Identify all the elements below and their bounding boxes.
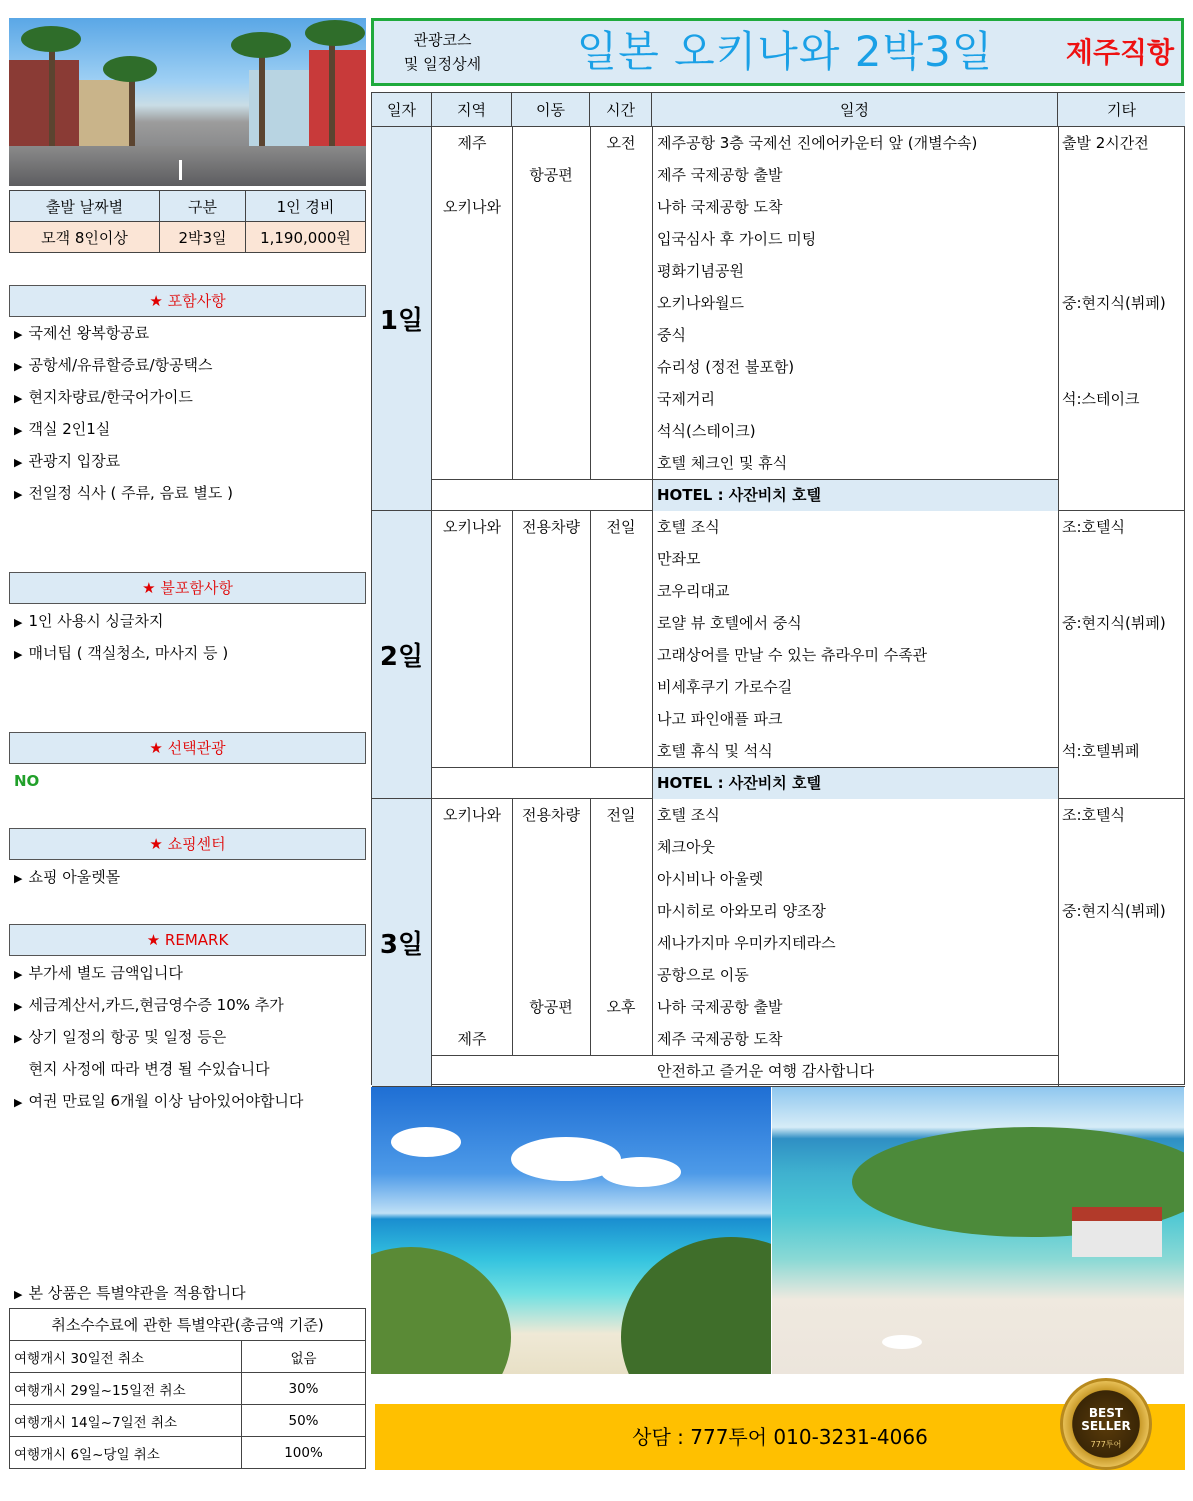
- list-item-text: 현지 사정에 따라 변경 될 수있습니다: [28, 1060, 270, 1078]
- itinerary-item: 공항으로 이동: [657, 966, 749, 984]
- column-divider: [652, 511, 653, 767]
- list-item-text: 여권 만료일 6개월 이상 남아있어야합니다: [28, 1092, 304, 1110]
- list-item: [14, 317, 149, 351]
- column-divider: [1058, 511, 1059, 799]
- bullet-triangle-icon: ▶: [14, 968, 23, 981]
- itinerary-item: 로얄 뷰 호텔에서 중식: [657, 614, 802, 632]
- list-item: [14, 605, 163, 639]
- schedule-header-move: 이동: [512, 93, 590, 127]
- bullet-triangle-icon: ▶: [14, 456, 23, 469]
- badge-small: 777투어: [1090, 1440, 1122, 1449]
- bullet-triangle-icon: ▶: [14, 1096, 23, 1109]
- price-date: 모객 8인이상: [10, 222, 160, 253]
- day-label: 3일: [372, 799, 432, 1087]
- list-item: [14, 349, 212, 383]
- etc-cell: 중:현지식(뷔페): [1062, 614, 1166, 632]
- bullet-triangle-icon: ▶: [14, 360, 23, 373]
- bullet-triangle-icon: ▶: [14, 616, 23, 629]
- list-item-text: 세금계산서,카드,현금영수증 10% 추가: [28, 996, 284, 1014]
- itinerary-item: 체크아웃: [657, 838, 715, 856]
- list-item-text: 매너팁 ( 객실청소, 마사지 등 ): [28, 644, 229, 662]
- beach-photo-right: [772, 1087, 1184, 1374]
- list-item-text: 쇼핑 아울렛몰: [28, 868, 121, 886]
- itinerary-item: 나하 국제공항 출발: [657, 998, 783, 1016]
- list-item: [14, 1085, 303, 1119]
- region-cell: 제주: [457, 1030, 487, 1048]
- itinerary-item: 고래상어를 만날 수 있는 츄라우미 수족관: [657, 646, 928, 664]
- etc-cell: 출발 2시간전: [1062, 134, 1149, 152]
- list-item-text: 부가세 별도 금액입니다: [28, 964, 183, 982]
- list-item-text: 관광지 입장료: [28, 452, 121, 470]
- optional-heading: ★ 선택관광: [9, 732, 366, 764]
- itinerary-item: 아시비나 아울렛: [657, 870, 764, 888]
- itinerary-item: 중식: [657, 326, 686, 344]
- contact-info: 상담 : 777투어 010-3231-4066: [632, 1425, 928, 1449]
- cancel-fee: 없음: [242, 1341, 366, 1373]
- list-item-text: 공항세/유류할증료/항공택스: [28, 356, 213, 374]
- title-subtitle-line2: 및 일정상세: [403, 55, 482, 73]
- schedule-header-itinerary: 일정: [652, 93, 1058, 127]
- itinerary-item: 국제거리: [657, 390, 715, 408]
- list-item: [14, 1021, 226, 1055]
- schedule-header-etc: 기타: [1058, 93, 1185, 127]
- schedule-header-time: 시간: [590, 93, 652, 127]
- itinerary-item: 코우리대교: [657, 582, 730, 600]
- included-heading: ★ 포함사항: [9, 285, 366, 317]
- badge-line2: SELLER: [1081, 1419, 1131, 1433]
- list-item-text: 국제선 왕복항공료: [28, 324, 150, 342]
- price-header-date: 출발 날짜별: [10, 191, 160, 222]
- cancel-period: 여행개시 14일~7일전 취소: [10, 1405, 242, 1437]
- badge-line1: BEST: [1088, 1406, 1124, 1420]
- terms-note: [14, 1277, 246, 1311]
- schedule-table: [371, 92, 1185, 1085]
- itinerary-item: 석식(스테이크): [657, 422, 756, 440]
- etc-cell: 석:호텔뷔페: [1062, 742, 1140, 760]
- etc-cell: 중:현지식(뷔페): [1062, 902, 1166, 920]
- title-subtitle-line1: 관광코스: [413, 31, 472, 49]
- list-item: [14, 861, 120, 895]
- column-divider: [590, 127, 591, 479]
- price-header-type: 구분: [160, 191, 246, 222]
- bullet-triangle-icon: ▶: [14, 424, 23, 437]
- title-direct-flight: 제주직항: [1065, 36, 1175, 69]
- region-cell: 오키나와: [443, 198, 501, 216]
- bullet-triangle-icon: ▶: [14, 392, 23, 405]
- price-header-cost: 1인 경비: [246, 191, 366, 222]
- itinerary-item: 호텔 조식: [657, 518, 720, 536]
- list-item: [14, 637, 228, 671]
- itinerary-item: 나하 국제공항 도착: [657, 198, 783, 216]
- region-cell: 오키나와: [443, 806, 501, 824]
- schedule-header-region: 지역: [432, 93, 512, 127]
- day-label: 2일: [372, 511, 432, 799]
- list-item: [14, 1053, 270, 1087]
- itinerary-item: 호텔 체크인 및 휴식: [657, 454, 788, 472]
- column-divider: [1058, 127, 1059, 511]
- list-item: [14, 445, 120, 479]
- itinerary-item: 나고 파인애플 파크: [657, 710, 783, 728]
- hotel-name: HOTEL : 사잔비치 호텔: [657, 774, 821, 792]
- column-divider: [652, 799, 653, 1055]
- itinerary-item: 비세후쿠기 가로수길: [657, 678, 793, 696]
- cancel-fee: 50%: [242, 1405, 366, 1437]
- column-divider: [652, 127, 653, 479]
- bullet-triangle-icon: ▶: [14, 648, 23, 661]
- list-item-text: 객실 2인1실: [28, 420, 111, 438]
- hotel-name: HOTEL : 사잔비치 호텔: [657, 486, 821, 504]
- bullet-triangle-icon: ▶: [14, 1032, 23, 1045]
- itinerary-item: 호텔 휴식 및 석식: [657, 742, 773, 760]
- etc-cell: 석:스테이크: [1062, 390, 1140, 408]
- title-subtitle: [395, 28, 490, 76]
- list-item: [14, 957, 183, 991]
- itinerary-item: 만좌모: [657, 550, 701, 568]
- itinerary-item: 입국심사 후 가이드 미팅: [657, 230, 817, 248]
- excluded-heading: ★ 불포함사항: [9, 572, 366, 604]
- etc-cell: 조:호텔식: [1062, 518, 1126, 536]
- itinerary-item: 슈리성 (정전 불포함): [657, 358, 795, 376]
- cancellation-table: [9, 1308, 366, 1469]
- bullet-triangle-icon: ▶: [14, 488, 23, 501]
- cancel-period: 여행개시 30일전 취소: [10, 1341, 242, 1373]
- list-item: [14, 477, 233, 511]
- transport-cell: 전용차량: [522, 806, 580, 824]
- bullet-triangle-icon: ▶: [14, 328, 23, 341]
- column-divider: [512, 511, 513, 767]
- list-item-text: 현지차량료/한국어가이드: [28, 388, 193, 406]
- best-seller-badge: [1060, 1378, 1152, 1470]
- day-label: 1일: [372, 127, 432, 511]
- region-cell: 제주: [457, 134, 487, 152]
- list-item: [14, 989, 284, 1023]
- list-item: [14, 413, 110, 447]
- list-item: [14, 381, 193, 415]
- table-row: [10, 1405, 366, 1437]
- column-divider: [1058, 799, 1059, 1087]
- itinerary-item: 호텔 조식: [657, 806, 720, 824]
- street-photo: [9, 18, 366, 186]
- price-type: 2박3일: [160, 222, 246, 253]
- table-row: [10, 1437, 366, 1469]
- cancel-fee: 30%: [242, 1373, 366, 1405]
- cancel-period: 여행개시 29일~15일전 취소: [10, 1373, 242, 1405]
- list-item-text: 상기 일정의 항공 및 일정 등은: [28, 1028, 227, 1046]
- column-divider: [590, 511, 591, 767]
- itinerary-item: 제주 국제공항 출발: [657, 166, 783, 184]
- schedule-header-day: 일자: [372, 93, 432, 127]
- itinerary-item: 제주공항 3층 국제선 진에어카운터 앞 (개별수속): [657, 134, 978, 152]
- price-table: [9, 190, 366, 253]
- list-item-text: 1인 사용시 싱글차지: [28, 612, 164, 630]
- itinerary-item: 오키나와월드: [657, 294, 744, 312]
- optional-value: NO: [14, 772, 40, 790]
- shopping-heading: ★ 쇼핑센터: [9, 828, 366, 860]
- time-cell: 전일: [606, 806, 636, 824]
- page-title: 일본 오키나와 2박3일: [576, 27, 994, 76]
- transport-cell: 항공편: [529, 998, 573, 1016]
- beach-photo-left: [371, 1087, 771, 1374]
- transport-cell: 항공편: [529, 166, 573, 184]
- itinerary-item: 평화기념공원: [657, 262, 744, 280]
- table-row: [10, 1373, 366, 1405]
- bullet-triangle-icon: ▶: [14, 872, 23, 885]
- time-cell: 오전: [606, 134, 636, 152]
- bullet-triangle-icon: ▶: [14, 1000, 23, 1013]
- cancel-fee: 100%: [242, 1437, 366, 1469]
- time-cell: 전일: [606, 518, 636, 536]
- remark-heading: ★ REMARK: [9, 924, 366, 956]
- itinerary-item: 마시히로 아와모리 양조장: [657, 902, 826, 920]
- list-item-text: 전일정 식사 ( 주류, 음료 별도 ): [28, 484, 233, 502]
- closing-message: 안전하고 즐거운 여행 감사합니다: [657, 1062, 875, 1080]
- etc-cell: 중:현지식(뷔페): [1062, 294, 1166, 312]
- etc-cell: 조:호텔식: [1062, 806, 1126, 824]
- terms-note-text: 본 상품은 특별약관을 적용합니다: [28, 1284, 246, 1302]
- cancellation-caption: 취소수수료에 관한 특별약관(총금액 기준): [10, 1309, 366, 1341]
- region-cell: 오키나와: [443, 518, 501, 536]
- time-cell: 오후: [606, 998, 636, 1016]
- bullet-triangle-icon: ▶: [14, 1288, 23, 1301]
- transport-cell: 전용차량: [522, 518, 580, 536]
- itinerary-item: 세나가지마 우미카지테라스: [657, 934, 836, 952]
- itinerary-item: 제주 국제공항 도착: [657, 1030, 783, 1048]
- price-cost: 1,190,000원: [246, 222, 366, 253]
- cancel-period: 여행개시 6일~당일 취소: [10, 1437, 242, 1469]
- table-row: [10, 1341, 366, 1373]
